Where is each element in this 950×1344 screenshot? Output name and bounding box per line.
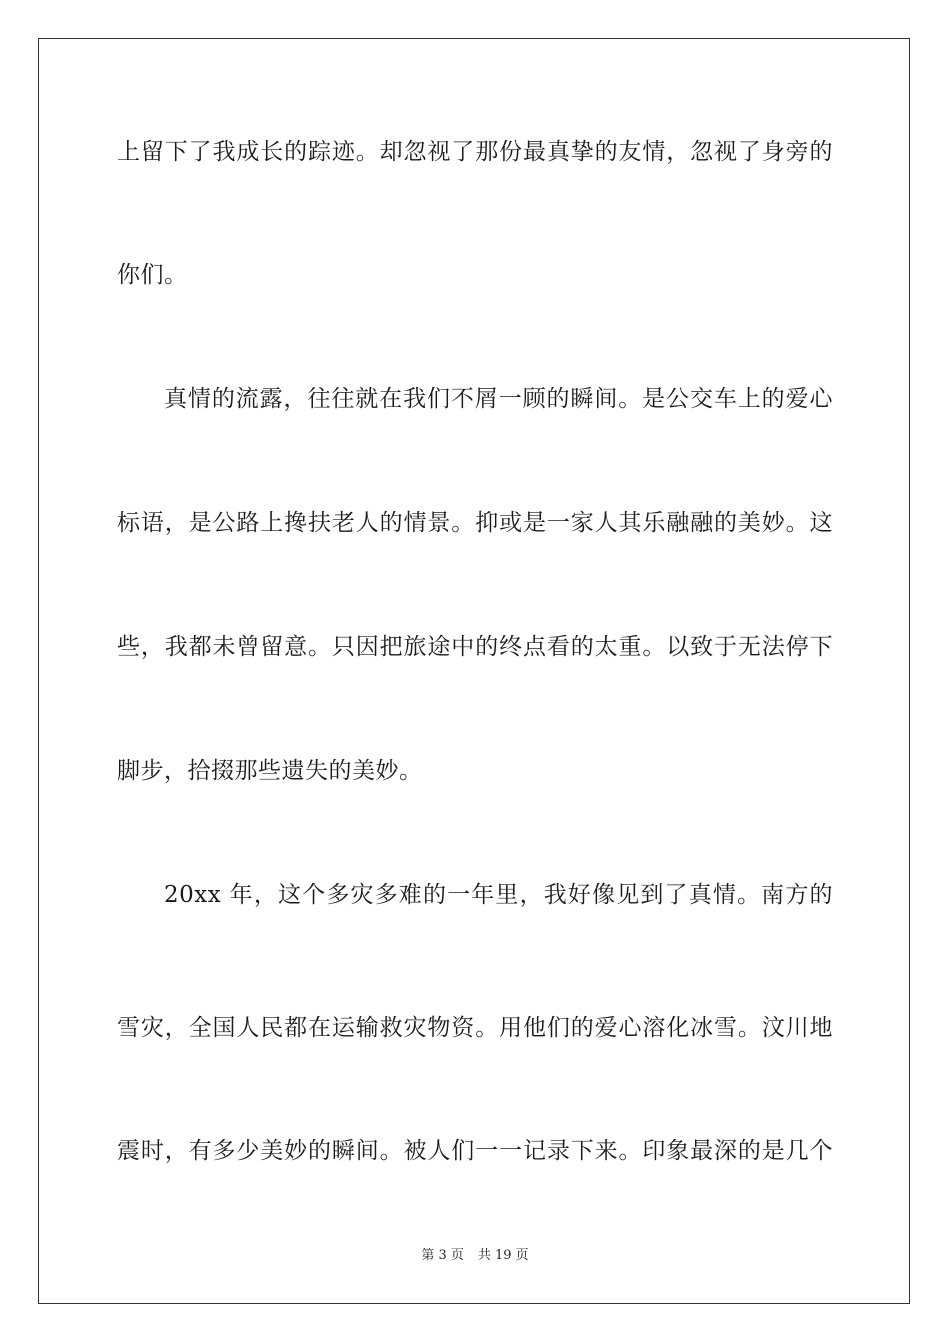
paragraph-line-1: 上留下了我成长的踪迹。却忽视了那份最真挚的友情，忽视了身旁的 [117, 139, 833, 165]
paragraph-line-7: 20xx 年，这个多灾多难的一年里，我好像见到了真情。南方的 [164, 882, 833, 908]
paragraph-line-8: 雪灾，全国人民都在运输救灾物资。用他们的爱心溶化冰雪。汶川地 [117, 1015, 833, 1041]
paragraph-line-2: 你们。 [117, 262, 188, 288]
paragraph-line-9: 震时，有多少美妙的瞬间。被人们一一记录下来。印象最深的是几个 [117, 1138, 833, 1164]
paragraph-line-6: 脚步，拾掇那些遗失的美妙。 [117, 758, 423, 784]
page-footer [0, 1247, 950, 1265]
paragraph-line-4: 标语，是公路上搀扶老人的情景。抑或是一家人其乐融融的美妙。这 [117, 510, 833, 536]
page-number: 第 3 页 [421, 1248, 464, 1263]
page-border [38, 38, 910, 1304]
total-pages: 共 19 页 [477, 1248, 529, 1263]
paragraph-line-3: 真情的流露，往往就在我们不屑一顾的瞬间。是公交车上的爱心 [164, 386, 833, 412]
paragraph-line-5: 些，我都未曾留意。只因把旅途中的终点看的太重。以致于无法停下 [117, 634, 833, 660]
